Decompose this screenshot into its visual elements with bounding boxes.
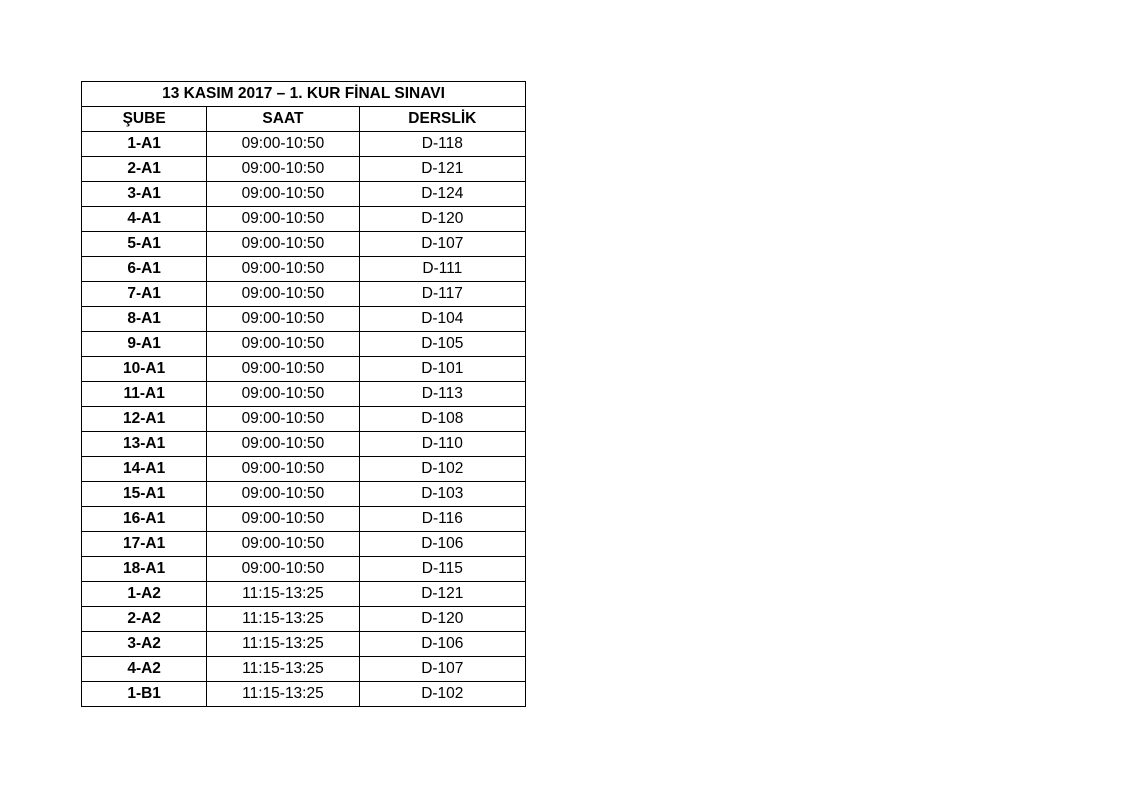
table-row [82,207,526,232]
table-row [82,657,526,682]
cell-sube: 13-A1 [82,432,207,457]
cell-sube: 6-A1 [82,257,207,282]
cell-derslik: D-120 [359,607,525,632]
cell-saat: 09:00-10:50 [207,232,359,257]
cell-sube: 17-A1 [82,532,207,557]
cell-sube: 2-A1 [82,157,207,182]
table-row [82,307,526,332]
cell-saat: 09:00-10:50 [207,182,359,207]
header-sube: ŞUBE [82,107,207,132]
table-row [82,282,526,307]
cell-sube: 3-A2 [82,632,207,657]
cell-saat: 09:00-10:50 [207,507,359,532]
cell-derslik: D-116 [359,507,525,532]
table-row [82,232,526,257]
table-row [82,382,526,407]
cell-saat: 09:00-10:50 [207,332,359,357]
cell-saat: 09:00-10:50 [207,157,359,182]
table-row [82,582,526,607]
table-row [82,332,526,357]
cell-saat: 09:00-10:50 [207,257,359,282]
table-row [82,432,526,457]
table-row [82,157,526,182]
cell-derslik: D-102 [359,682,525,707]
cell-saat: 09:00-10:50 [207,307,359,332]
cell-sube: 12-A1 [82,407,207,432]
cell-sube: 18-A1 [82,557,207,582]
header-saat: SAAT [207,107,359,132]
cell-saat: 09:00-10:50 [207,432,359,457]
table-title: 13 KASIM 2017 – 1. KUR FİNAL SINAVI [82,82,526,107]
cell-saat: 09:00-10:50 [207,557,359,582]
table-row [82,557,526,582]
cell-derslik: D-107 [359,232,525,257]
cell-saat: 11:15-13:25 [207,582,359,607]
cell-sube: 11-A1 [82,382,207,407]
cell-saat: 11:15-13:25 [207,632,359,657]
table-body [82,132,526,707]
cell-derslik: D-102 [359,457,525,482]
cell-derslik: D-106 [359,632,525,657]
cell-saat: 11:15-13:25 [207,607,359,632]
cell-derslik: D-105 [359,332,525,357]
cell-derslik: D-117 [359,282,525,307]
exam-schedule-table [81,81,526,707]
cell-derslik: D-124 [359,182,525,207]
cell-derslik: D-104 [359,307,525,332]
cell-sube: 3-A1 [82,182,207,207]
cell-sube: 9-A1 [82,332,207,357]
cell-derslik: D-108 [359,407,525,432]
table-row [82,457,526,482]
table-row [82,357,526,382]
cell-sube: 8-A1 [82,307,207,332]
cell-saat: 09:00-10:50 [207,482,359,507]
table-row [82,532,526,557]
cell-derslik: D-103 [359,482,525,507]
table-title-row [82,82,526,107]
cell-sube: 1-A2 [82,582,207,607]
table-row [82,182,526,207]
cell-saat: 09:00-10:50 [207,357,359,382]
cell-derslik: D-106 [359,532,525,557]
cell-saat: 09:00-10:50 [207,407,359,432]
cell-derslik: D-110 [359,432,525,457]
cell-derslik: D-121 [359,582,525,607]
cell-saat: 09:00-10:50 [207,282,359,307]
table-row [82,482,526,507]
cell-derslik: D-101 [359,357,525,382]
cell-derslik: D-121 [359,157,525,182]
cell-derslik: D-111 [359,257,525,282]
table-header-row [82,107,526,132]
header-derslik: DERSLİK [359,107,525,132]
cell-sube: 16-A1 [82,507,207,532]
cell-saat: 09:00-10:50 [207,132,359,157]
cell-saat: 11:15-13:25 [207,682,359,707]
cell-sube: 15-A1 [82,482,207,507]
table-row [82,132,526,157]
cell-derslik: D-118 [359,132,525,157]
table-row [82,257,526,282]
cell-sube: 2-A2 [82,607,207,632]
cell-sube: 1-A1 [82,132,207,157]
cell-derslik: D-107 [359,657,525,682]
table-row [82,507,526,532]
cell-sube: 10-A1 [82,357,207,382]
cell-sube: 7-A1 [82,282,207,307]
table-row [82,407,526,432]
table-row [82,682,526,707]
cell-derslik: D-113 [359,382,525,407]
cell-derslik: D-120 [359,207,525,232]
cell-derslik: D-115 [359,557,525,582]
table-row [82,632,526,657]
cell-saat: 09:00-10:50 [207,532,359,557]
cell-saat: 09:00-10:50 [207,382,359,407]
cell-sube: 4-A1 [82,207,207,232]
cell-sube: 1-B1 [82,682,207,707]
cell-sube: 4-A2 [82,657,207,682]
table-row [82,607,526,632]
cell-sube: 5-A1 [82,232,207,257]
cell-saat: 09:00-10:50 [207,457,359,482]
cell-saat: 11:15-13:25 [207,657,359,682]
cell-saat: 09:00-10:50 [207,207,359,232]
cell-sube: 14-A1 [82,457,207,482]
